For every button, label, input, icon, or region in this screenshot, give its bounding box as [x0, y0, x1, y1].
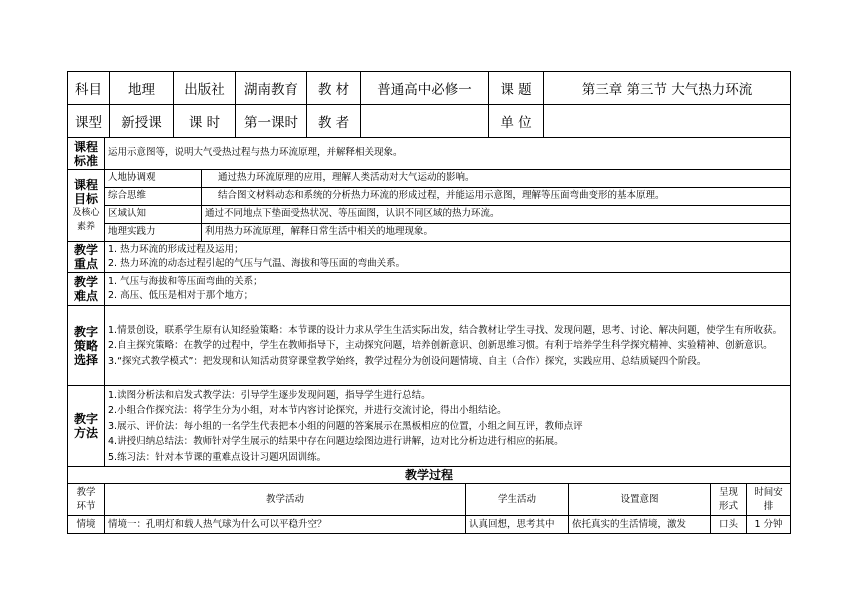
textbook-value: 普通高中必修一	[361, 72, 489, 105]
col-stage-header: 教学 环节	[68, 484, 105, 516]
process-intent: 依托真实的生活情境，激发	[569, 516, 711, 534]
textbook-label: 教 材	[307, 72, 361, 105]
header-table	[67, 71, 791, 138]
standard-text: 运用示意图等，说明大气受热过程与热力环流原理，并解释相关现象。	[105, 138, 791, 170]
col-time-header: 时间安 排	[747, 484, 791, 516]
process-title: 教学过程	[68, 467, 791, 484]
goal-key: 区域认知	[105, 206, 202, 224]
difficulty-line: 2. 高压、低压是相对于那个地方；	[108, 290, 254, 302]
standard-label: 课程 标准	[68, 138, 105, 170]
period-label: 课 时	[174, 105, 236, 138]
key-point-line: 1. 热力环流的形成过程及运用；	[108, 244, 244, 255]
process-stage: 情境	[68, 516, 105, 534]
difficulties-row	[68, 273, 791, 306]
goals-row	[68, 170, 791, 242]
goal-key: 地理实践力	[105, 224, 202, 242]
teacher-value[interactable]	[361, 105, 489, 138]
type-label: 课型	[68, 105, 110, 138]
topic-label: 课 题	[489, 72, 544, 105]
goal-text: 结合图文材料动态和系统的分析热力环流的形成过程，并能运用示意图，理解等压面弯曲变形的基本原理。	[202, 188, 791, 206]
subject-value: 地理	[110, 72, 174, 105]
difficulties-label: 教学 难点	[68, 273, 105, 306]
method-line: 1.读图分析法和启发式教学法：引导学生逐步发现问题，指导学生进行总结。	[108, 389, 431, 401]
methods-label: 教字 方法	[68, 386, 105, 467]
goal-item	[105, 224, 790, 242]
method-line: 2.小组合作探究法：将学生分为小组，对本节内容讨论探究，并进行交流讨论，得出小组结论。	[108, 405, 507, 417]
col-teacher-header: 教学活动	[105, 484, 466, 516]
method-line: 3.展示、评价法：每小组的一名学生代表把本小组的问题的答案展示在黑板相应的位置，小组之间互评，教师点评	[108, 420, 583, 432]
unit-label: 单 位	[489, 105, 544, 138]
goal-item	[105, 188, 790, 206]
col-student-header: 学生活动	[466, 484, 569, 516]
standard-row	[68, 138, 791, 170]
method-line: 5.练习法：针对本节课的重难点设计习题巩固训练。	[108, 451, 327, 463]
process-header-row	[68, 484, 791, 516]
strategy-line: 2.自主探究策略：在教学的过程中，学生在教师指导下，主动探究问题，培养创新意识、创新思维习惯。有利于培养学生科学探究精神、实验精神、创新意识。	[108, 340, 773, 352]
plan-table	[67, 137, 791, 534]
unit-value[interactable]	[544, 105, 791, 138]
process-time: 1 分钟	[747, 516, 791, 534]
strategy-row	[68, 306, 791, 386]
difficulty-line: 1. 气压与海拔和等压面弯曲的关系；	[108, 276, 263, 288]
goals-table	[105, 170, 790, 241]
teacher-label: 教 者	[307, 105, 361, 138]
period-value: 第一课时	[236, 105, 307, 138]
goal-item	[105, 206, 790, 224]
publisher-label: 出版社	[174, 72, 236, 105]
topic-value: 第三章 第三节 大气热力环流	[544, 72, 791, 105]
process-form: 口头	[711, 516, 747, 534]
strategy-label: 教字 策略 选择	[68, 306, 105, 386]
col-intent-header: 设置意图	[569, 484, 711, 516]
goal-item	[105, 170, 790, 188]
table-row	[68, 516, 791, 534]
method-line: 4.讲授归纳总结法：教师针对学生展示的结果中存在问题边绘图边进行讲解，边对比分析边进行相应的拓展。	[108, 436, 564, 448]
process-student-activity: 认真回想，思考其中	[466, 516, 569, 534]
goal-key: 人地协调观	[105, 170, 202, 188]
subject-label: 科目	[68, 72, 110, 105]
strategy-line: 1.情景创设，联系学生原有认知经验策略：本节课的设计力求从学生生活实际出发，结合教材让学生寻找、发现问题，思考、讨论、解决问题，使学生有所收获。	[108, 324, 783, 336]
key-points-label: 教学 重点	[68, 242, 105, 273]
publisher-value: 湖南教育	[236, 72, 307, 105]
process-title-row	[68, 467, 791, 484]
process-teacher-activity: 情境一：孔明灯和载人热气球为什么可以平稳升空？	[105, 516, 466, 534]
goal-text: 通过不同地点下垫面受热状况、等压面图，认识不同区域的热力环流。	[202, 206, 791, 224]
type-value: 新授课	[110, 105, 174, 138]
col-form-header: 呈现 形式	[711, 484, 747, 516]
goals-label: 课程 目标 及核心 素养	[68, 170, 105, 242]
strategy-line: 3.“探究式教学模式”：把发现和认知活动贯穿课堂教学始终，教学过程分为创设问题情境、自主（合作）探究，实践应用、总结质疑四个阶段。	[108, 355, 707, 367]
key-points-row	[68, 242, 791, 273]
goal-text: 通过热力环流原理的应用，理解人类活动对大气运动的影响。	[202, 170, 791, 188]
goal-key: 综合思维	[105, 188, 202, 206]
goal-text: 利用热力环流原理，解释日常生活中相关的地理现象。	[205, 226, 434, 238]
methods-row	[68, 386, 791, 467]
key-point-line: 2. 热力环流的动态过程引起的气压与气温、海拔和等压面的弯曲关系。	[108, 258, 406, 270]
